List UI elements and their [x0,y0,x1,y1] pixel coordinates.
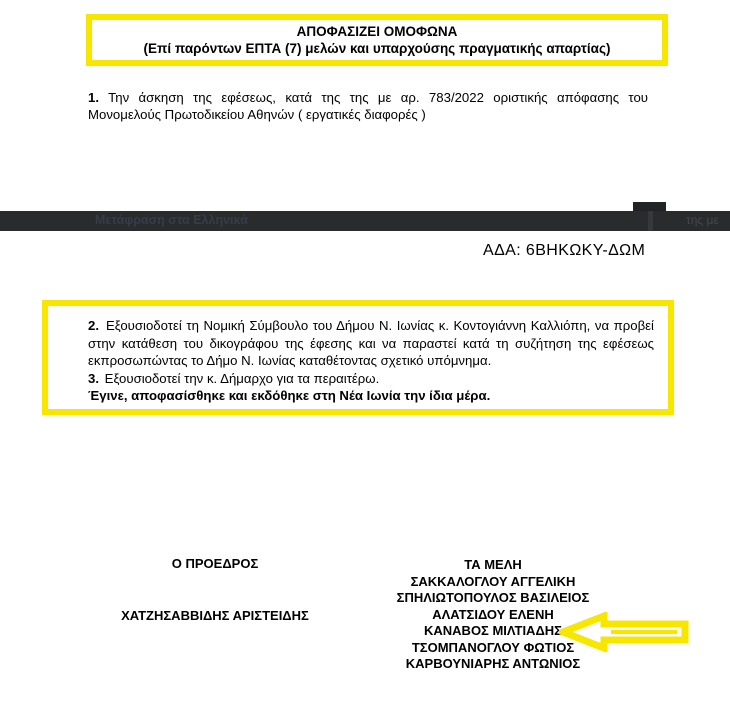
decision-highlight-box [86,14,668,66]
authorization-highlight-box [42,300,674,415]
decision-item-3 [88,370,654,388]
item-1-text: Την άσκηση της εφέσεως, κατά της της με αρ. 783/2022 οριστικής απόφασης του Μονομελούς Πρωτοδικείου Αθηνών ( εργατικές διαφορές ) [88,90,648,123]
member-name: ΑΛΑΤΣΙΔΟΥ ΕΛΕΝΗ [432,606,554,622]
translate-to-greek-button[interactable]: Μετάφραση στα Ελληνικά [95,213,248,227]
decision-item-2 [88,317,654,370]
authorization-content [88,317,654,405]
president-signature-block [95,556,335,623]
decision-subtitle: (Επί παρόντων ΕΠΤΑ (7) μελών και υπαρχούσης πραγματικής απαρτίας) [143,41,611,56]
item-2-text: Εξουσιοδοτεί τη Νομική Σύμβουλο του Δήμου Ν. Ιωνίας κ. Κοντογιάννη Καλλιόπη, να προβεί στην κατάθεση του δικογράφου της έφεσης και να παραστεί κατά τη συζήτηση της εφέσεως εκπροσωπώντας το Δήμο Ν. Ιωνίας καταθέτοντας σχετικό υπόμνημα. [88,318,654,368]
translation-toolbar[interactable] [0,211,730,231]
member-name: ΚΑΝΑΒΟΣ ΜΙΛΤΙΑΔΗΣ [424,623,562,638]
members-title: ΤΑ ΜΕΛΗ [464,557,522,572]
toolbar-faint-text: της με [686,213,719,227]
member-name: ΣΑΚΚΑΛΟΓΛΟΥ ΑΓΓΕΛΙΚΗ [410,573,576,589]
item-1-number: 1. [88,90,99,106]
member-name: ΤΣΟΜΠΑΝΟΓΛΟΥ ΦΩΤΙΟΣ [411,639,575,655]
highlight-arrow-icon [559,612,693,652]
closing-statement: Έγινε, αποφασίσθηκε και εκδόθηκε στη Νέα Ιωνία την ίδια μέρα. [88,388,491,403]
decision-title: ΑΠΟΦΑΣΙΖΕΙ ΟΜΟΦΩΝΑ [296,24,458,39]
item-2-number: 2. [88,318,99,333]
member-name: ΚΑΡΒΟΥΝΙΑΡΗΣ ΑΝΤΩΝΙΟΣ [405,656,581,671]
toolbar-divider [648,211,653,231]
president-name: ΧΑΤΖΗΣΑΒΒΙΔΗΣ ΑΡΙΣΤΕΙΔΗΣ [121,608,309,623]
president-title: Ο ΠΡΟΕΔΡΟΣ [171,556,259,571]
item-3-text: Εξουσιοδοτεί την κ. Δήμαρχο για τα περαιτέρω. [104,370,380,386]
item-3-number: 3. [88,370,99,386]
decision-item-1 [88,89,648,123]
member-name: ΣΠΗΛΙΩΤΟΠΟΥΛΟΣ ΒΑΣΙΛΕΙΟΣ [396,590,590,605]
ada-code: ΑΔΑ: 6ΒΗΚΩΚΥ-ΔΩΜ [483,242,646,259]
